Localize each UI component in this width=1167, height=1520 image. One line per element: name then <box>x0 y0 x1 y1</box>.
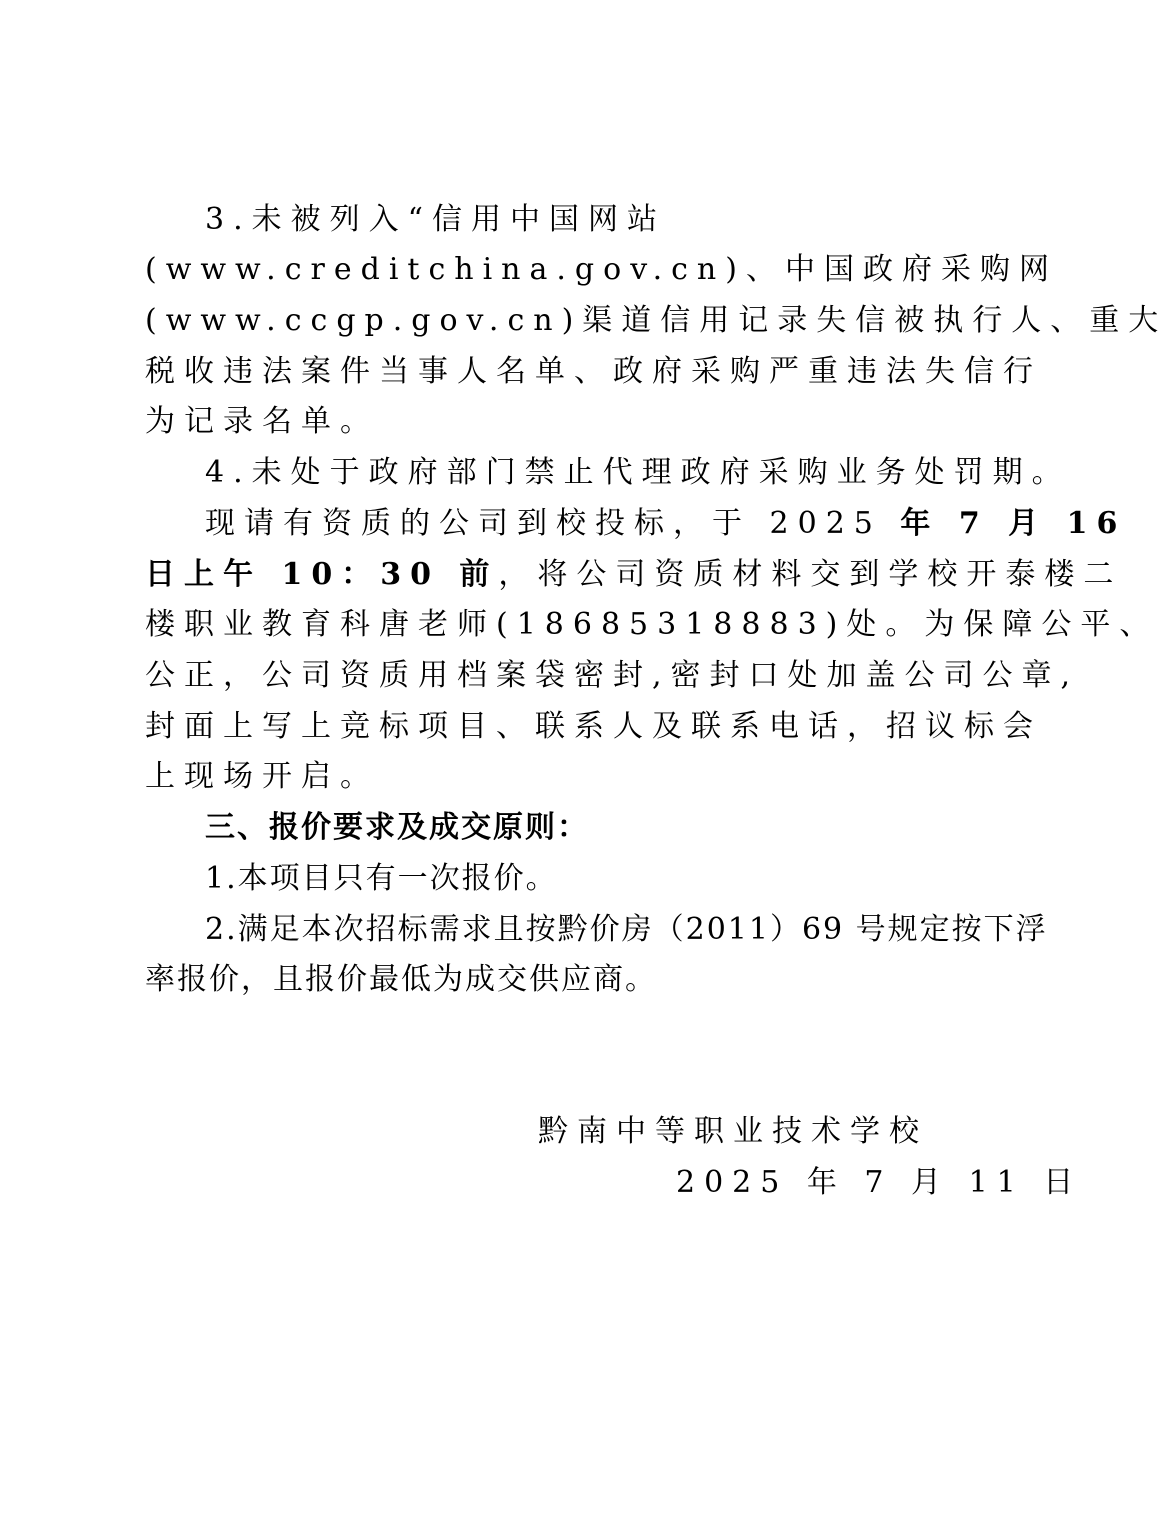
invitation-line1-normal: 现请有资质的公司到校投标，于 2025 <box>205 506 901 541</box>
invitation-line2 <box>145 555 1123 595</box>
signature-organization: 黔南中等职业技术学校 <box>538 1114 928 1149</box>
item3-line1: 3.未被列入“信用中国网站 <box>205 202 666 237</box>
item3-line5: 为记录名单。 <box>145 404 379 439</box>
item3-line4: 税收违法案件当事人名单、政府采购严重违法失信行 <box>145 354 1042 389</box>
section3-item2-line2: 率报价，且报价最低为成交供应商。 <box>145 962 657 997</box>
invitation-line5: 封面上写上竞标项目、联系人及联系电话，招议标会 <box>145 709 1042 744</box>
section3-heading: 三、报价要求及成交原则： <box>205 810 589 845</box>
invitation-deadline-part1: 年 7 月 16 <box>900 506 1127 541</box>
signature-date: 2025 年 7 月 11 日 <box>676 1165 1083 1200</box>
item3-line3: (www.ccgp.gov.cn)渠道信用记录失信被执行人、重大 <box>145 303 1167 338</box>
invitation-line6: 上现场开启。 <box>145 759 379 794</box>
item4-text: 4.未处于政府部门禁止代理政府采购业务处罚期。 <box>205 455 1071 490</box>
invitation-line4: 公正，公司资质用档案袋密封,密封口处加盖公司公章, <box>145 658 1080 693</box>
item3-line2: (www.creditchina.gov.cn)、中国政府采购网 <box>145 252 1058 287</box>
invitation-deadline-part2: 日上午 10：30 前 <box>145 557 499 592</box>
invitation-line1 <box>205 504 1127 544</box>
section3-item1: 1.本项目只有一次报价。 <box>205 861 558 896</box>
invitation-line3: 楼职业教育科唐老师(18685318883)处。为保障公平、 <box>145 607 1159 642</box>
invitation-line2-normal: ，将公司资质材料交到学校开泰楼二 <box>498 557 1123 592</box>
section3-item2-line1: 2.满足本次招标需求且按黔价房（2011）69 号规定按下浮 <box>205 912 1048 947</box>
